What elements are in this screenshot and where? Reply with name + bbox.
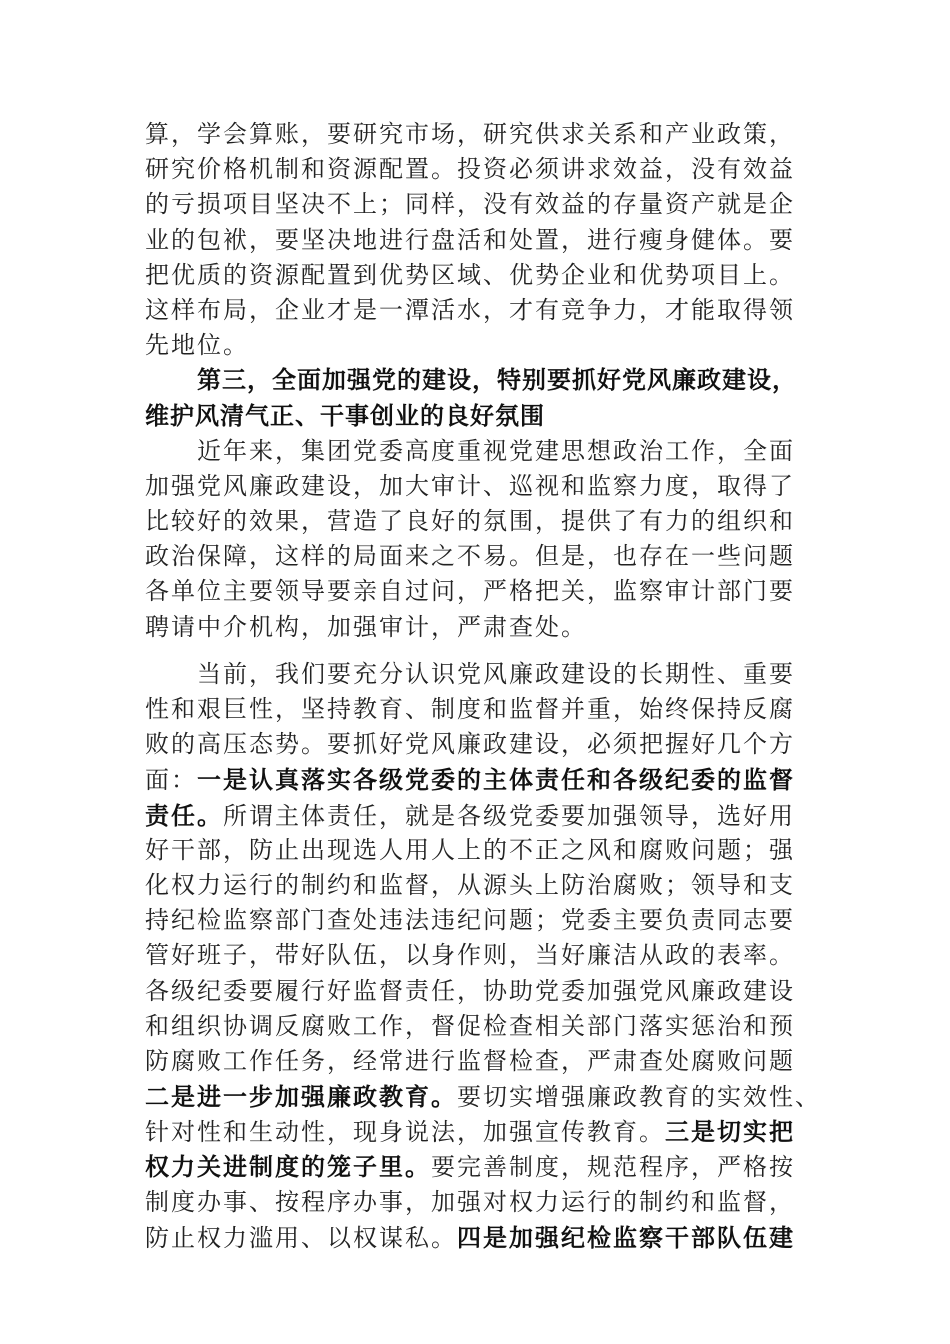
text-line: 比较好的效果，营造了良好的氛围，提供了有力的组织和 (145, 507, 795, 536)
text-line: 业的包袱，要坚决地进行盘活和处置，进行瘦身健体。要 (145, 225, 795, 254)
text-line: 各单位主要领导要亲自过问，严格把关，监察审计部门要 (145, 577, 795, 606)
text-run: 面： (145, 766, 197, 795)
text-line: 研究价格机制和资源配置。投资必须讲求效益，没有效益 (145, 155, 795, 184)
text-line: 管好班子，带好队伍，以身作则，当好廉洁从政的表率。 (145, 941, 795, 970)
text-line (145, 1114, 825, 1149)
text-line (145, 1079, 825, 1114)
text-line: 和组织协调反腐败工作，督促检查相关部门落实惩治和预 (145, 1011, 795, 1040)
emphasis-run: 三是切实把 (665, 1117, 795, 1147)
document-body (145, 117, 825, 1255)
text-line: 加强党风廉政建设，加大审计、巡视和监察力度，取得了 (145, 471, 795, 500)
paragraph-spacer (145, 645, 825, 657)
emphasis-run: 一是认真落实各级党委的主体责任和各级纪委的监督 (197, 765, 795, 795)
text-line: 算，学会算账，要研究市场，研究供求关系和产业政策， (145, 120, 795, 148)
text-line (145, 1149, 825, 1184)
text-line: 聘请中介机构，加强审计，严肃查处。 (145, 612, 587, 641)
text-line: 性和艰巨性，坚持教育、制度和监督并重，始终保持反腐 (145, 695, 795, 723)
emphasis-run: 四是加强纪检监察干部队伍建 (457, 1222, 795, 1252)
text-line: 先地位。 (145, 331, 249, 360)
heading-line: 第三，全面加强党的建设，特别要抓好党风廉政建设， (197, 366, 797, 395)
text-line: 近年来，集团党委高度重视党建思想政治工作，全面 (197, 436, 795, 465)
text-run: 防止权力滥用、以权谋私。 (145, 1223, 457, 1252)
text-line: 防腐败工作任务，经常进行监督检查，严肃查处腐败问题 (145, 1046, 795, 1075)
text-line (145, 762, 825, 797)
text-run: 所谓主体责任，就是各级党委要加强领导，选好用 (223, 801, 795, 830)
paragraph (145, 117, 825, 363)
emphasis-run: 权力关进制度的笼子里。 (145, 1152, 431, 1182)
text-line: 好干部，防止出现选人用人上的不正之风和腐败问题；强 (145, 835, 795, 864)
paragraph (145, 434, 825, 645)
paragraph (145, 657, 825, 1255)
text-line (145, 798, 825, 833)
text-line: 各级纪委要履行好监督责任，协助党委加强党风廉政建设 (145, 976, 795, 1005)
text-line: 败的高压态势。要抓好党风廉政建设，必须把握好几个方 (145, 730, 795, 759)
text-run: 要切实增强廉政教育的实效性、 (457, 1083, 821, 1112)
emphasis-run: 二是进一步加强廉政教育。 (145, 1082, 457, 1112)
text-line: 这样布局，企业才是一潭活水，才有竞争力，才能取得领 (145, 295, 795, 324)
text-line: 的亏损项目坚决不上；同样，没有效益的存量资产就是企 (145, 190, 795, 219)
text-run: 针对性和生动性，现身说法，加强宣传教育。 (145, 1118, 665, 1147)
text-run: 要完善制度，规范程序，严格按 (431, 1153, 795, 1182)
section-heading (145, 363, 825, 433)
text-line: 政治保障，这样的局面来之不易。但是，也存在一些问题 (145, 542, 795, 571)
text-line: 持纪检监察部门查处违法违纪问题；党委主要负责同志要 (145, 906, 795, 935)
text-line: 当前，我们要充分认识党风廉政建设的长期性、重要 (197, 659, 795, 688)
text-line: 化权力运行的制约和监督，从源头上防治腐败；领导和支 (145, 870, 795, 899)
text-line: 把优质的资源配置到优势区域、优势企业和优势项目上。 (145, 260, 795, 289)
emphasis-run: 责任。 (145, 800, 223, 830)
text-line (145, 1220, 825, 1255)
text-line: 制度办事、按程序办事，加强对权力运行的制约和监督， (145, 1187, 795, 1216)
heading-line: 维护风清气正、干事创业的良好氛围 (145, 401, 545, 430)
